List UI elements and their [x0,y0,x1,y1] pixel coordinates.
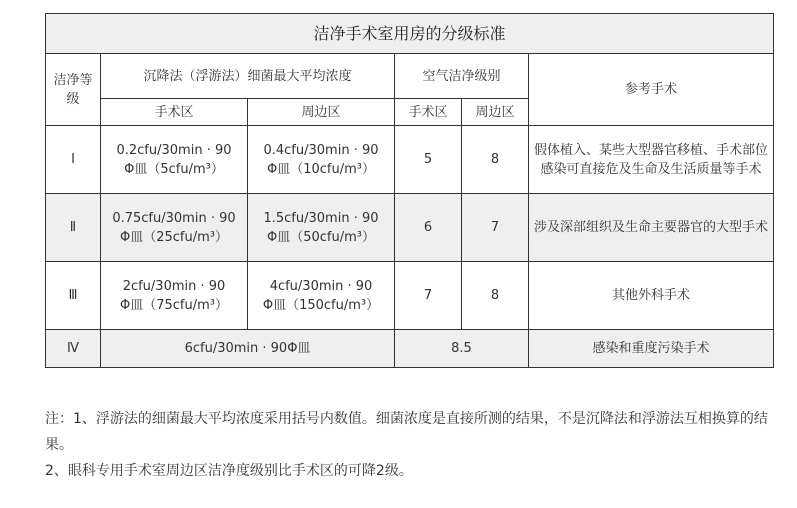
concentration-line: 1.5cfu/30min · 90 [263,210,379,226]
surround-concentration-cell [248,126,395,194]
grading-standard-table [45,13,774,368]
header-surgery-area: 手术区 [101,99,248,126]
air-surgery-cell: 7 [395,262,462,330]
concentration-line: 4cfu/30min · 90 [269,278,373,294]
concentration-line: Φ皿（75cfu/m³） [120,297,228,313]
air-surround-cell: 8 [462,126,529,194]
air-surround-cell: 7 [462,194,529,262]
concentration-line: Φ皿（25cfu/m³） [120,229,228,245]
header-surrounding-area: 周边区 [248,99,395,126]
surgery-concentration-cell [101,194,248,262]
air-surgery-cell: 6 [395,194,462,262]
notes [45,406,780,484]
air-level-cell: 8.5 [395,330,529,368]
surround-concentration-cell [248,262,395,330]
header-grade: 洁净等级 [46,54,101,126]
surround-concentration-cell [248,194,395,262]
reference-surgery-cell: 感染和重度污染手术 [529,330,774,368]
concentration-cell: 6cfu/30min · 90Φ皿 [101,330,395,368]
reference-surgery-cell: 涉及深部组织及生命主要器官的大型手术 [529,194,774,262]
header-air-surgery-area: 手术区 [395,99,462,126]
header-concentration: 沉降法（浮游法）细菌最大平均浓度 [101,54,395,99]
concentration-line: 0.75cfu/30min · 90 [112,210,236,226]
grade-cell: Ⅰ [46,126,101,194]
air-surgery-cell: 5 [395,126,462,194]
table-row [46,194,774,262]
header-reference: 参考手术 [529,54,774,126]
concentration-line: Φ皿（50cfu/m³） [267,229,375,245]
grade-cell: Ⅳ [46,330,101,368]
reference-surgery-cell: 其他外科手术 [529,262,774,330]
concentration-line: 0.2cfu/30min · 90 [116,142,232,158]
air-surround-cell: 8 [462,262,529,330]
surgery-concentration-cell [101,126,248,194]
note-line-2: 2、眼科专用手术室周边区洁净度级别比手术区的可降2级。 [45,463,413,479]
table-row [46,330,774,368]
concentration-line: Φ皿（5cfu/m³） [124,161,224,177]
grade-cell: Ⅲ [46,262,101,330]
reference-surgery-cell: 假体植入、某些大型器官移植、手术部位感染可直接危及生命及生活质量等手术 [529,126,774,194]
table-title: 洁净手术室用房的分级标准 [46,14,774,54]
concentration-line: 0.4cfu/30min · 90 [263,142,379,158]
header-air-surrounding-area: 周边区 [462,99,529,126]
table-row [46,126,774,194]
concentration-line: 2cfu/30min · 90 [122,278,226,294]
table-row [46,262,774,330]
concentration-line: Φ皿（10cfu/m³） [267,161,375,177]
grade-cell: Ⅱ [46,194,101,262]
note-line-1: 注：1、浮游法的细菌最大平均浓度采用括号内数值。细菌浓度是直接所测的结果，不是沉降法和浮游法互相换算的结果。 [45,411,768,453]
concentration-line: Φ皿（150cfu/m³） [262,297,380,313]
surgery-concentration-cell [101,262,248,330]
header-air-level: 空气洁净级别 [395,54,529,99]
